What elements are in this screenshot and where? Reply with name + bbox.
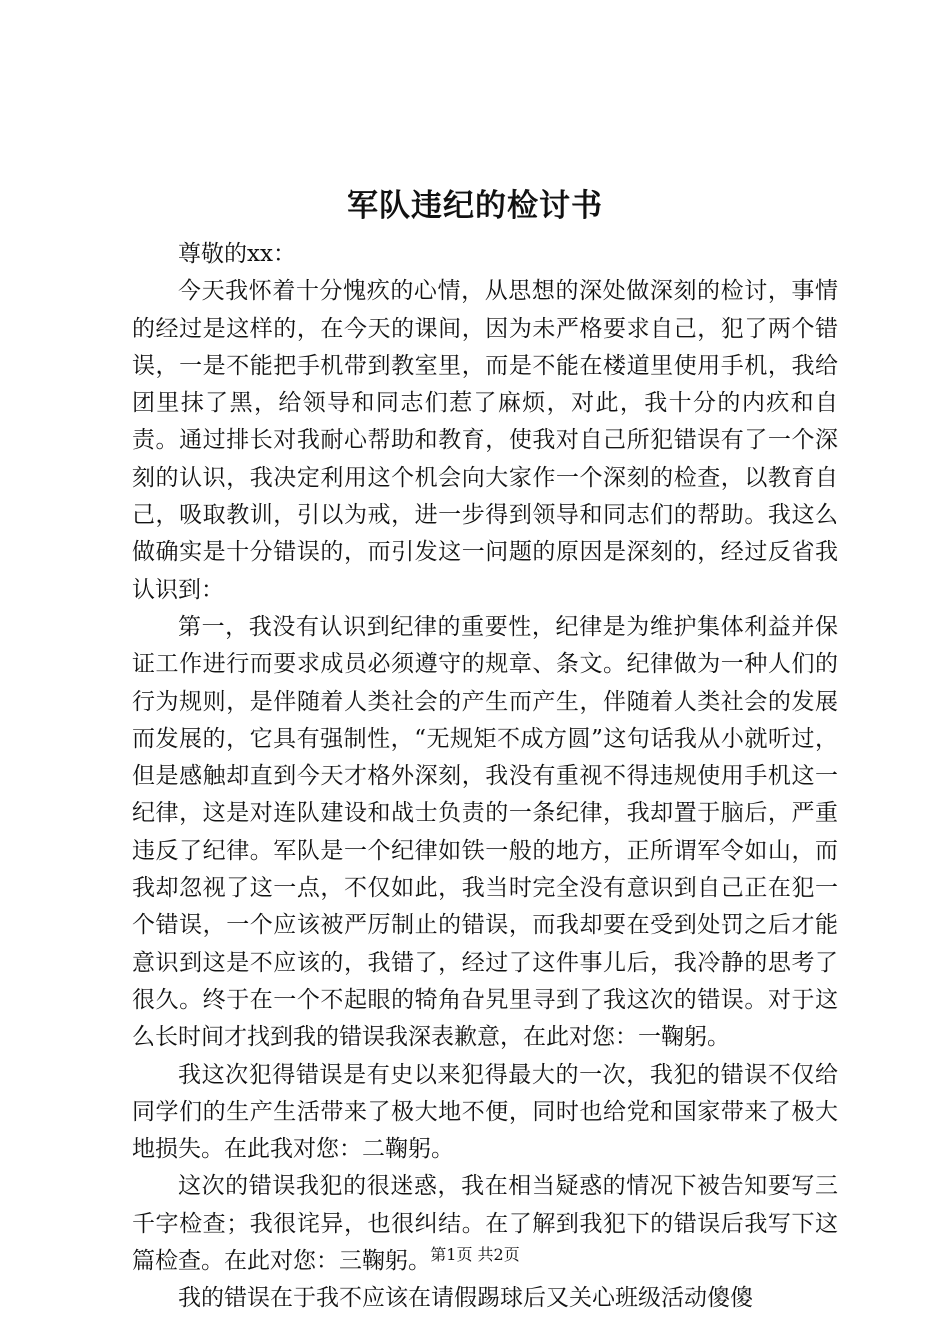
paragraph-4: 这次的错误我犯的很迷惑，我在相当疑惑的情况下被告知要写三千字检查；我很诧异，也很纠结。在了解到我犯下的错误后我写下这篇检查。在此对您：三鞠躬。: [132, 1173, 838, 1275]
paragraph-1: 今天我怀着十分愧疚的心情，从思想的深处做深刻的检讨，事情的经过是这样的，在今天的课间，因为未严格要求自己，犯了两个错误，一是不能把手机带到教室里，而是不能在楼道里使用手机，我给团里抹了黑，给领导和同志们惹了麻烦，对此，我十分的内疚和自责。通过排长对我耐心帮助和教育，使我对自己所犯错误有了一个深刻的认识，我决定利用这个机会向大家作一个深刻的检查，以教育自己，吸取教训，引以为戒，进一步得到领导和同志们的帮助。我这么做确实是十分错误的，而引发这一问题的原因是深刻的，经过反省我认识到：: [132, 278, 838, 603]
document-title: 军队违纪的检讨书: [347, 188, 603, 224]
paragraph-3: 我这次犯得错误是有史以来犯得最大的一次，我犯的错误不仅给同学们的生产生活带来了极大地不便，同时也给党和国家带来了极大地损失。在此我对您：二鞠躬。: [132, 1061, 838, 1163]
paragraph-5: 我的错误在于我不应该在请假踢球后又关心班级活动傻傻: [178, 1285, 753, 1312]
paragraph-2: 第一，我没有认识到纪律的重要性，纪律是为维护集体利益并保证工作进行而要求成员必须遵守的规章、条文。纪律做为一种人们的行为规则，是伴随着人类社会的产生而产生，伴随着人类社会的发展而发展的，它具有强制性，“无规矩不成方圆”这句话我从小就听过，但是感触却直到今天才格外深刻，我没有重视不得违规使用手机这一纪律，这是对连队建设和战士负责的一条纪律，我却置于脑后，严重违反了纪律。军队是一个纪律如铁一般的地方，正所谓军令如山，而我却忽视了这一点，不仅如此，我当时完全没有意识到自己正在犯一个错误，一个应该被严厉制止的错误，而我却要在受到处罚之后才能意识到这是不应该的，我错了，经过了这件事儿后，我冷静的思考了很久。终于在一个不起眼的犄角旮旯里寻到了我这次的错误。对于这么长时间才找到我的错误我深表歉意，在此对您：一鞠躬。: [132, 613, 838, 1051]
page-footer: 第1页 共2页: [430, 1245, 520, 1264]
document-body: [132, 236, 838, 1318]
salutation: 尊敬的xx：: [178, 241, 296, 267]
